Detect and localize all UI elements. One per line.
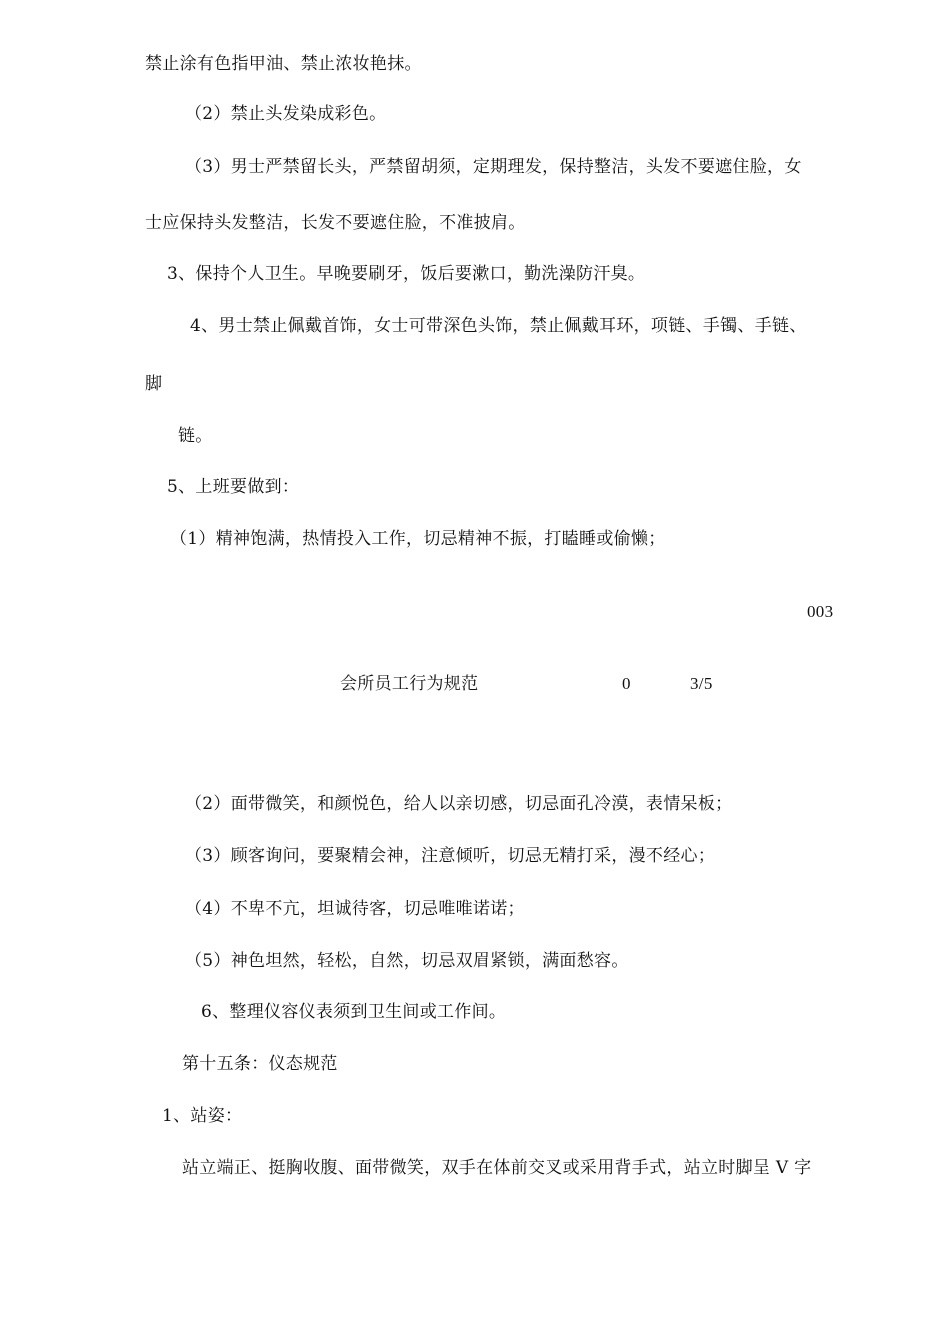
text-line: 1、站姿：: [162, 1106, 243, 1126]
text-line: （3）男士严禁留长头，严禁留胡须，定期理发，保持整洁，头发不要遮住脸，女: [185, 157, 802, 177]
text-line: 链。: [178, 426, 213, 446]
text-line: 3、保持个人卫生。早晚要刷牙，饭后要漱口，勤洗澡防汗臭。: [167, 264, 646, 284]
text-line: 6、整理仪容仪表须到卫生间或工作间。: [201, 1002, 507, 1022]
text-line: 4、男士禁止佩戴首饰，女士可带深色头饰，禁止佩戴耳环，项链、手镯、手链、: [190, 316, 807, 336]
footer-title: 会所员工行为规范: [340, 674, 479, 694]
footer-page-number: 3/5: [690, 674, 713, 693]
text-line: （3）顾客询问，要聚精会神，注意倾听，切忌无精打采，漫不经心；: [185, 846, 716, 866]
text-line: 站立端正、挺胸收腹、面带微笑，双手在体前交叉或采用背手式，站立时脚呈 V 字: [182, 1158, 812, 1178]
text-line: （1）精神饱满，热情投入工作，切忌精神不振，打瞌睡或偷懒；: [170, 529, 666, 549]
text-line: 士应保持头发整洁，长发不要遮住脸，不准披肩。: [145, 213, 526, 233]
footer-code: 003: [807, 602, 834, 621]
text-line: （2）面带微笑，和颜悦色，给人以亲切感，切忌面孔冷漠，表情呆板；: [185, 794, 733, 814]
text-line: （2）禁止头发染成彩色。: [185, 104, 387, 124]
footer-zero: 0: [622, 674, 631, 693]
text-line: （4）不卑不亢，坦诚待客，切忌唯唯诺诺；: [185, 899, 525, 919]
text-line: （5）神色坦然，轻松，自然，切忌双眉紧锁，满面愁容。: [185, 951, 629, 971]
section-heading: 第十五条：仪态规范: [182, 1054, 338, 1074]
text-line: 禁止涂有色指甲油、禁止浓妆艳抹。: [145, 54, 422, 74]
text-line: 5、上班要做到：: [167, 477, 300, 497]
text-line: 脚: [145, 374, 163, 394]
